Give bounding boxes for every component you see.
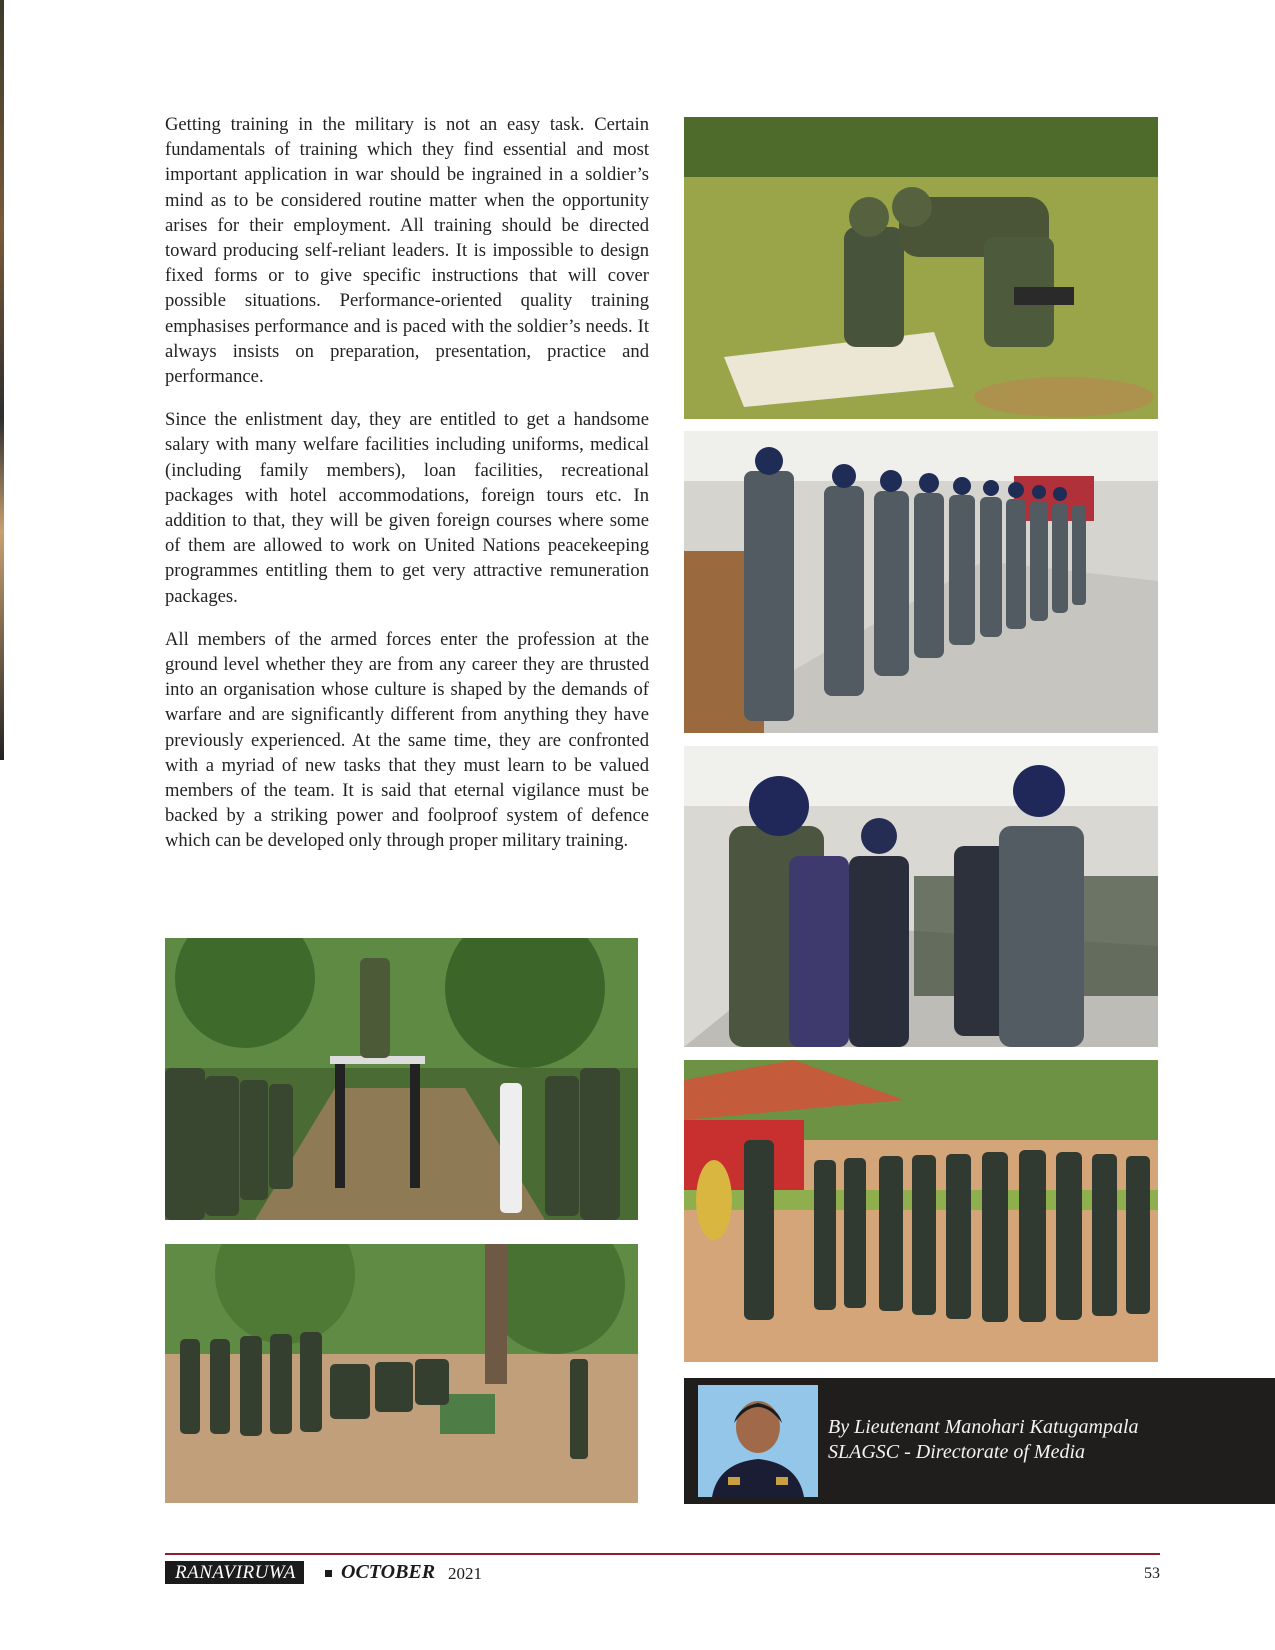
footer-bullet [325,1570,332,1577]
page-edge-strip [0,0,4,760]
author-byline [828,1415,1139,1465]
footer-rule [165,1553,1160,1555]
article-paragraph-3: All members of the armed forces enter the profession at the ground level whether they are from any career they are thrusted into an organisation whose culture is shaped by the demands of warfare and are significantly different from anything they have previously experienced. At the same time, they are confronted with a myriad of new tasks that they must learn to be valued members of the team. It is said that eternal vigilance must be backed by a striking power and foolproof system of defence which can be developed only through proper military training. [165,628,649,852]
article-body [165,112,649,872]
photo-weapons-drill [165,1244,638,1503]
author-portrait [698,1385,818,1497]
magazine-name: RANAVIRUWA [165,1561,304,1584]
photo-passing-out-parade [684,1060,1158,1362]
byline-unit: SLAGSC - Directorate of Media [828,1441,1086,1463]
article-paragraph-1: Getting training in the military is not an easy task. Certain fundamentals of training which they find essential and most important application in war should be ingrained in a soldier’s mind as to be considered routine matter when the opportunity arises for their employment. All training should be directed toward producing self-reliant leaders. It is impossible to design fixed forms or to give specific instructions that will cover possible situations. Performance-oriented quality training emphasises performance and is paced with the soldier’s needs. It always insists on preparation, presentation, practice and performance. [165,114,649,388]
page-number: 53 [1144,1565,1160,1582]
photo-indoor-salute [684,431,1158,733]
author-box [684,1378,1275,1504]
issue-month: OCTOBER [341,1561,436,1583]
photo-officer-inspection [684,746,1158,1047]
byline-name: By Lieutenant Manohari Katugampala [828,1416,1139,1438]
photo-obstacle-briefing [165,938,638,1220]
issue-year: 2021 [448,1564,482,1583]
article-paragraph-2: Since the enlistment day, they are entitled to get a handsome salary with many welfare facilities including uniforms, medical (including family members), loan facilities, recreational packages with hotel accommodations, foreign tours etc. In addition to that, they will be given foreign courses where some of them are allowed to work on United Nations peacekeeping programmes entitling them to get very attractive remuneration packages. [165,409,649,607]
page-footer [165,1561,1160,1585]
photo-map-reading [684,117,1158,419]
